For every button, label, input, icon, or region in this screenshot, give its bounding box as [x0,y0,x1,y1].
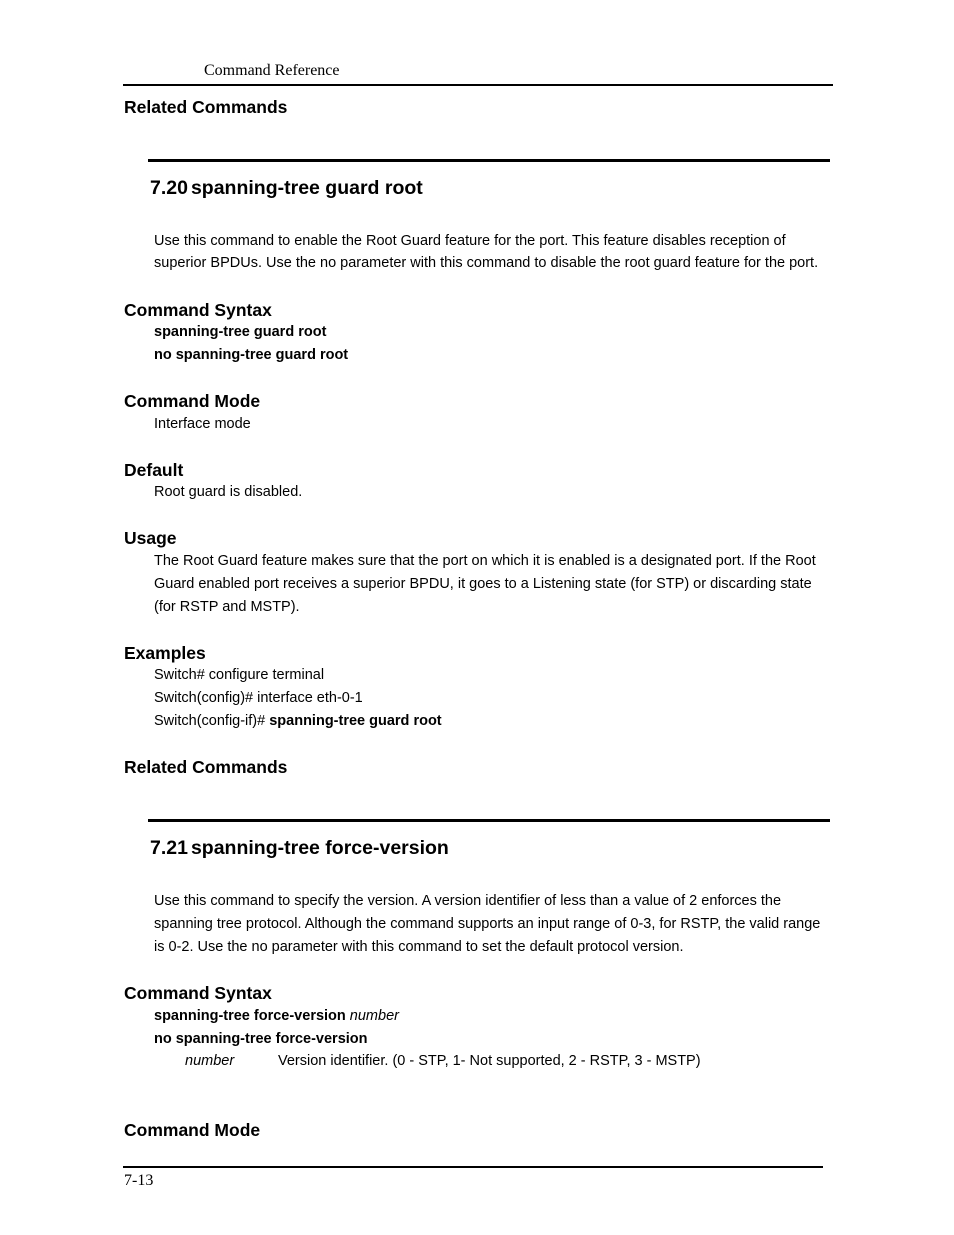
related-commands-heading: Related Commands [124,97,288,117]
description-line: Use this command to specify the version. A version identifier of less than a value of 2 enforces the [154,893,782,909]
example-line [154,713,442,729]
usage-line: (for RSTP and MSTP). [154,599,300,615]
default-heading: Default [124,460,184,480]
section-title-text: spanning-tree force-version [190,837,449,859]
section-title-7-20 [150,177,423,200]
syntax-line: no spanning-tree guard root [154,347,349,363]
usage-line: Guard enabled port receives a superior BPDU, it goes to a Listening state (for STP) or discarding state [154,576,812,592]
description-line: is 0-2. Use the no parameter with this command to set the default protocol version. [154,939,684,955]
page-header-title: Command Reference [204,62,340,79]
section-title-text: spanning-tree guard root [190,177,423,199]
section-rule-7-20 [148,159,830,162]
command-syntax-heading: Command Syntax [124,983,272,1003]
syntax-parameter: number [349,1008,399,1024]
usage-line: The Root Guard feature makes sure that the port on which it is enabled is a designated port. If the Root [154,553,816,569]
usage-heading: Usage [124,528,177,548]
parameter-name: number [185,1053,235,1069]
syntax-line: spanning-tree guard root [154,324,327,340]
section-title-7-21 [150,837,449,860]
related-commands-heading: Related Commands [124,757,288,777]
command-mode-heading: Command Mode [124,1120,261,1140]
description-line: Use this command to enable the Root Guard feature for the port. This feature disables reception of [154,233,786,249]
example-command: spanning-tree guard root [269,713,442,729]
header-rule [123,84,833,86]
syntax-line [154,1008,399,1024]
example-prompt: Switch(config-if)# [154,713,270,729]
command-syntax-heading: Command Syntax [124,300,272,320]
section-number: 7.21 [150,837,188,859]
default-text: Root guard is disabled. [154,484,303,500]
parameter-description: Version identifier. (0 - STP, 1- Not supported, 2 - RSTP, 3 - MSTP) [278,1053,701,1069]
page-number: 7-13 [124,1172,154,1189]
command-mode-text: Interface mode [154,416,251,432]
syntax-command: spanning-tree force-version [154,1008,346,1024]
footer-rule [123,1166,823,1168]
section-number: 7.20 [150,177,188,199]
example-line: Switch(config)# interface eth-0-1 [154,690,363,706]
description-line: spanning tree protocol. Although the command supports an input range of 0-3, for RSTP, the valid range [154,916,821,932]
description-line: superior BPDUs. Use the no parameter with this command to disable the root guard feature for the port. [154,255,819,271]
examples-heading: Examples [124,643,206,663]
example-line: Switch# configure terminal [154,667,325,683]
syntax-line: no spanning-tree force-version [154,1031,368,1047]
command-mode-heading: Command Mode [124,391,261,411]
section-rule-7-21 [148,819,830,822]
